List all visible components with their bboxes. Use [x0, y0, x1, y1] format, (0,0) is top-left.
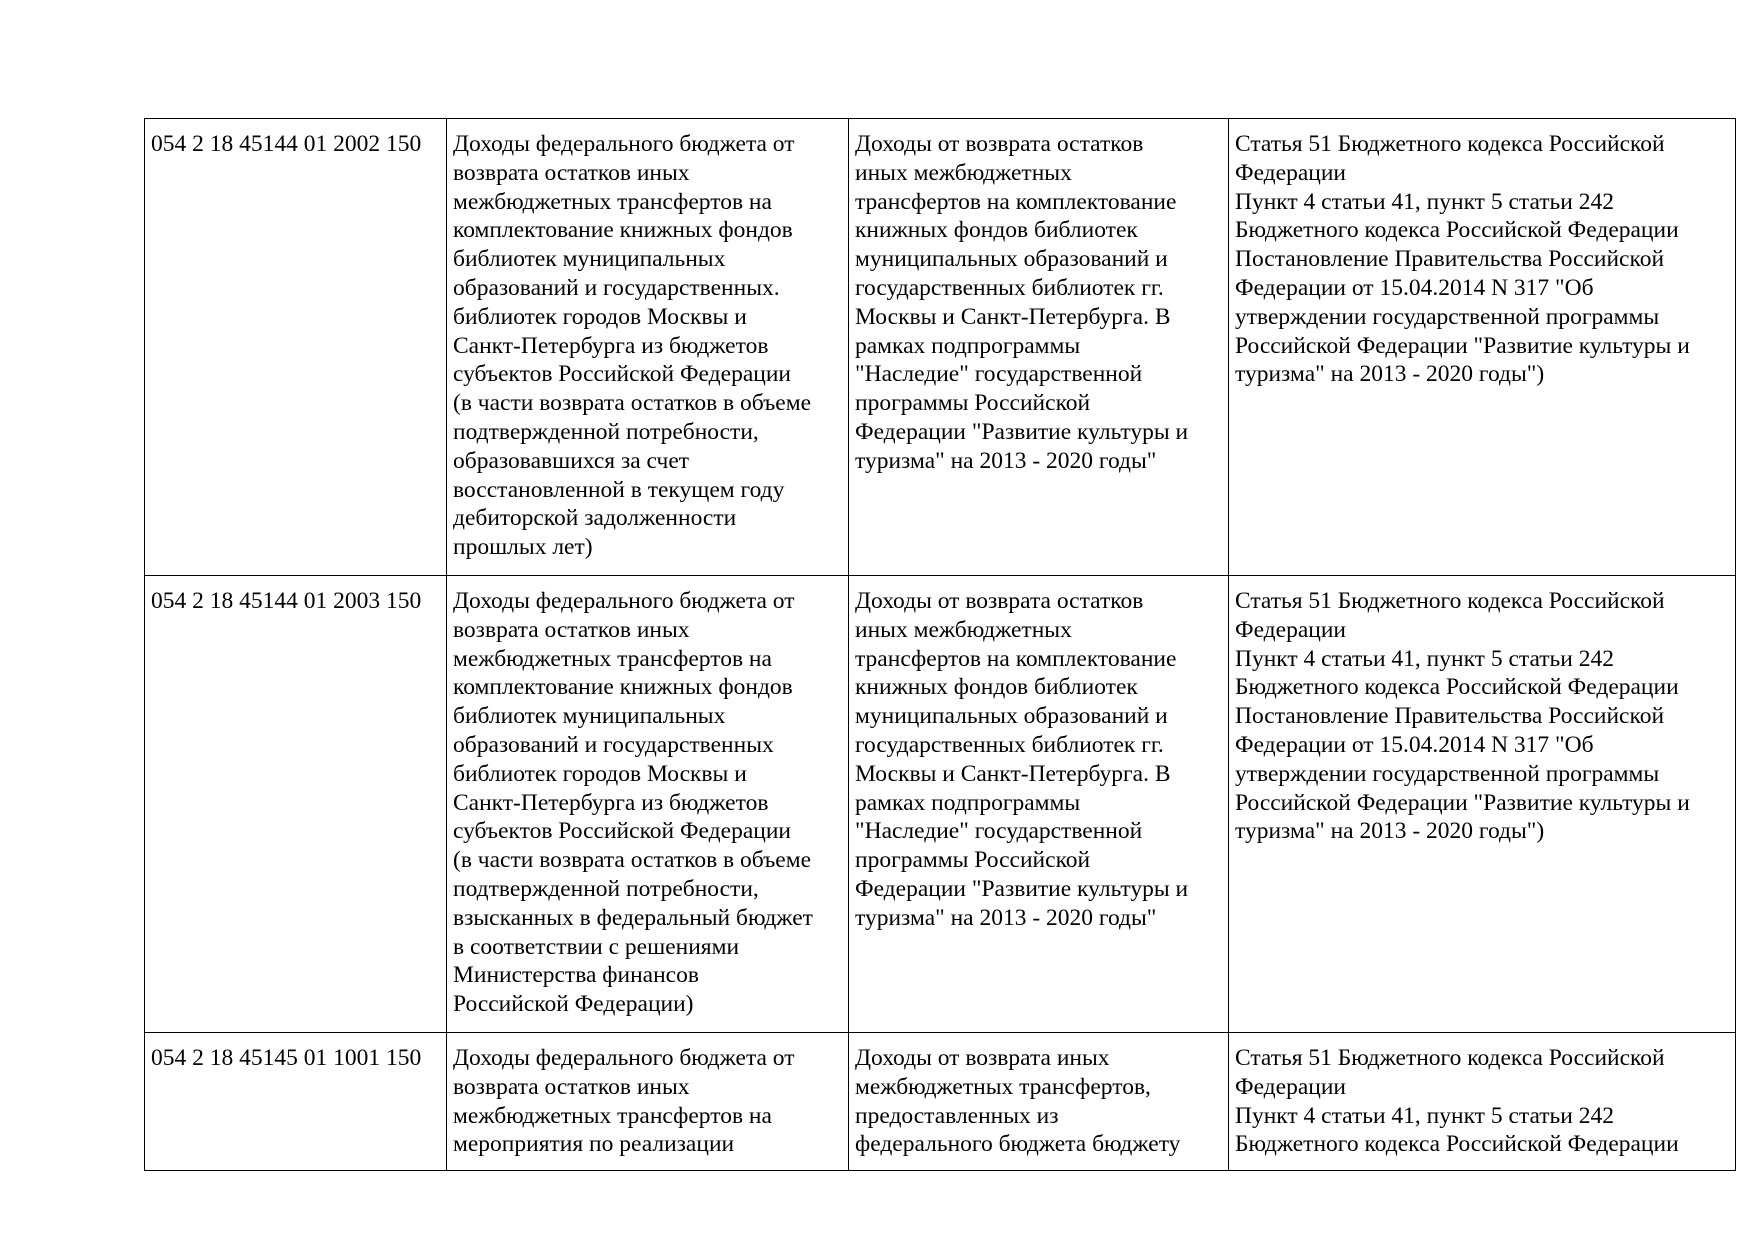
- table-row: [145, 576, 1736, 1033]
- income-name-cell: Доходы федерального бюджета от возврата остатков иных межбюджетных трансфертов на комплектование книжных фондов библиотек муниципальных образований и государственных библиотек городов Москвы и Санкт-Петербурга из бюджетов субъектов Российской Федерации (в части возврата остатков в объеме подтвержденной потребности, взысканных в федеральный бюджет в соответствии с решениями Министерства финансов Российской Федерации): [447, 576, 849, 1033]
- income-type-cell: Доходы от возврата иных межбюджетных трансфертов, предоставленных из федерального бюджета бюджету: [849, 1033, 1229, 1171]
- budget-code-cell: 054 2 18 45144 01 2003 150: [145, 576, 447, 1033]
- income-name-cell: Доходы федерального бюджета от возврата остатков иных межбюджетных трансфертов на мероприятия по реализации: [447, 1033, 849, 1171]
- table-row: [145, 1033, 1736, 1171]
- income-type-cell: Доходы от возврата остатков иных межбюджетных трансфертов на комплектование книжных фондов библиотек муниципальных образований и государственных библиотек гг. Москвы и Санкт-Петербурга. В рамках подпрограммы "Наследие" государственной программы Российской Федерации "Развитие культуры и туризма" на 2013 - 2020 годы": [849, 119, 1229, 576]
- income-name-cell: Доходы федерального бюджета от возврата остатков иных межбюджетных трансфертов на комплектование книжных фондов библиотек муниципальных образований и государственных. библиотек городов Москвы и Санкт-Петербурга из бюджетов субъектов Российской Федерации (в части возврата остатков в объеме подтвержденной потребности, образовавшихся за счет восстановленной в текущем году дебиторской задолженности прошлых лет): [447, 119, 849, 576]
- budget-income-table: [144, 118, 1736, 1171]
- budget-code-cell: 054 2 18 45145 01 1001 150: [145, 1033, 447, 1171]
- legal-basis-cell: Статья 51 Бюджетного кодекса Российской Федерации Пункт 4 статьи 41, пункт 5 статьи 242 Бюджетного кодекса Российской Федерации Постановление Правительства Российской Федерации от 15.04.2014 N 317 "Об утверждении государственной программы Российской Федерации "Развитие культуры и туризма" на 2013 - 2020 годы"): [1229, 119, 1736, 576]
- legal-basis-cell: Статья 51 Бюджетного кодекса Российской Федерации Пункт 4 статьи 41, пункт 5 статьи 242 Бюджетного кодекса Российской Федерации Постановление Правительства Российской Федерации от 15.04.2014 N 317 "Об утверждении государственной программы Российской Федерации "Развитие культуры и туризма" на 2013 - 2020 годы"): [1229, 576, 1736, 1033]
- income-type-cell: Доходы от возврата остатков иных межбюджетных трансфертов на комплектование книжных фондов библиотек муниципальных образований и государственных библиотек гг. Москвы и Санкт-Петербурга. В рамках подпрограммы "Наследие" государственной программы Российской Федерации "Развитие культуры и туризма" на 2013 - 2020 годы": [849, 576, 1229, 1033]
- legal-basis-cell: Статья 51 Бюджетного кодекса Российской Федерации Пункт 4 статьи 41, пункт 5 статьи 242 Бюджетного кодекса Российской Федерации: [1229, 1033, 1736, 1171]
- table-row: [145, 119, 1736, 576]
- budget-code-cell: 054 2 18 45144 01 2002 150: [145, 119, 447, 576]
